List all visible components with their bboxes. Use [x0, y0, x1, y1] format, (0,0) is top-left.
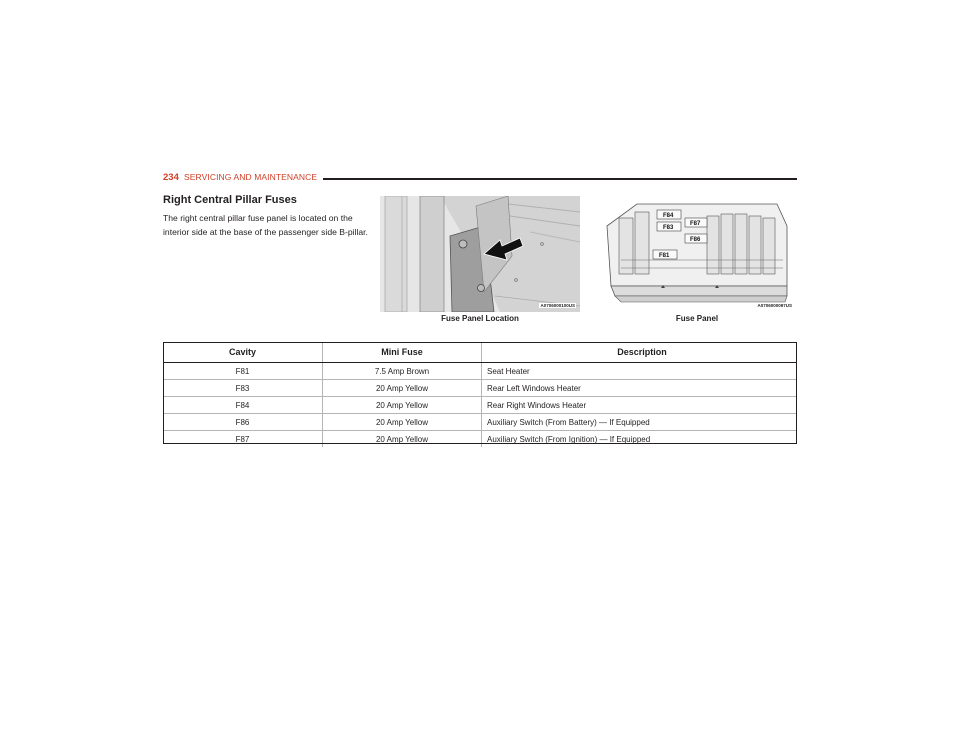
- table-row: [163, 397, 797, 414]
- fuse-label-f83: F83: [663, 225, 674, 231]
- figure-caption: Fuse Panel Location: [441, 314, 519, 323]
- cavity-cell: F87: [163, 431, 323, 448]
- fuse-table: [163, 342, 797, 447]
- mini-fuse-cell: 20 Amp Yellow: [323, 380, 482, 397]
- column-header-mini-fuse: Mini Fuse: [323, 342, 482, 363]
- table-row: [163, 363, 797, 380]
- page-number: 234: [163, 172, 179, 183]
- column-header-description: Description: [482, 342, 798, 363]
- mini-fuse-cell: 7.5 Amp Brown: [323, 363, 482, 380]
- header-rule: [323, 178, 797, 180]
- table-row: [163, 414, 797, 431]
- figure-code: A0706000097US: [757, 303, 792, 308]
- fuse-label-f84: F84: [663, 213, 674, 219]
- fuse-label-f81: F81: [659, 253, 670, 259]
- figure-code: A0706000100US: [540, 303, 575, 308]
- cavity-cell: F86: [163, 414, 323, 431]
- cavity-cell: F83: [163, 380, 323, 397]
- fuse-panel-image: [597, 196, 797, 312]
- cavity-cell: F84: [163, 397, 323, 414]
- mini-fuse-cell: 20 Amp Yellow: [323, 414, 482, 431]
- section-name: SERVICING AND MAINTENANCE: [184, 172, 318, 182]
- figure-caption: Fuse Panel: [675, 314, 719, 323]
- description-cell: Rear Right Windows Heater: [482, 397, 798, 414]
- column-header-cavity: Cavity: [163, 342, 323, 363]
- table-header-row: [163, 342, 797, 363]
- mini-fuse-cell: 20 Amp Yellow: [323, 397, 482, 414]
- table-row: [163, 380, 797, 397]
- mini-fuse-cell: 20 Amp Yellow: [323, 431, 482, 448]
- table-row: [163, 431, 797, 448]
- page-header: [163, 172, 797, 184]
- section-title: Right Central Pillar Fuses: [163, 194, 297, 206]
- description-cell: Auxiliary Switch (From Battery) — If Equipped: [482, 414, 798, 431]
- cavity-cell: F81: [235, 366, 250, 376]
- body-paragraph: The right central pillar fuse panel is located on the interior side at the base of the passenger side B-pillar.: [163, 213, 368, 237]
- description-cell: Rear Left Windows Heater: [482, 380, 798, 397]
- fuse-label-f86: F86: [690, 237, 701, 243]
- description-cell: Auxiliary Switch (From Ignition) — If Equipped: [482, 431, 798, 448]
- fuse-label-f87: F87: [690, 221, 701, 227]
- fuse-panel-location-image: [380, 196, 580, 312]
- description-cell: Seat Heater: [482, 363, 798, 380]
